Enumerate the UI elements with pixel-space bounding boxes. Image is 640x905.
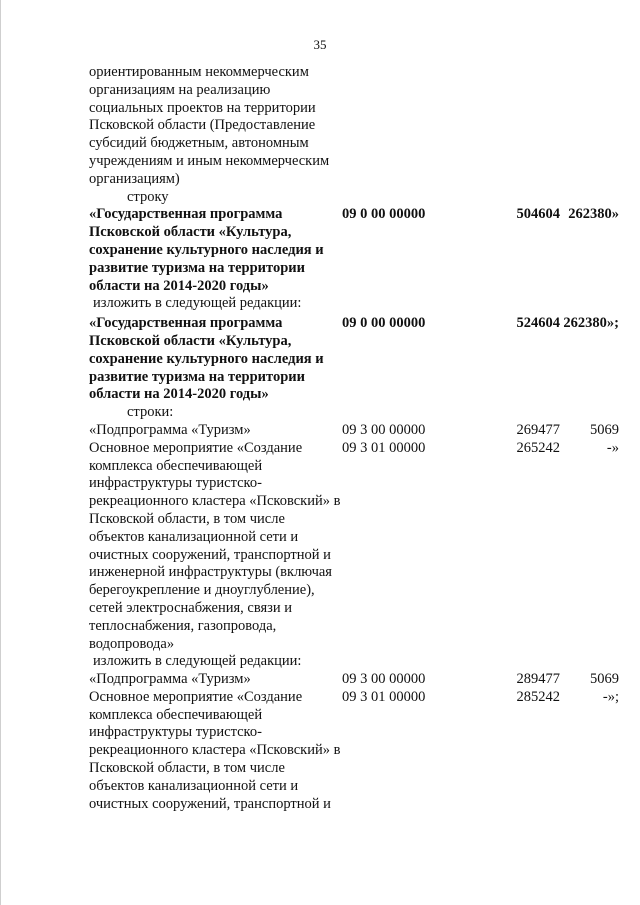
instruction-new-1: изложить в следующей редакции: bbox=[93, 295, 302, 312]
instruction-stroki: строки: bbox=[127, 404, 174, 421]
subprogram-value2-old: 5069 bbox=[590, 421, 619, 438]
table-row-old-event bbox=[89, 440, 619, 654]
subprogram-value1-new: 289477 bbox=[516, 671, 560, 688]
subprogram-name-new: «Подпрограмма «Туризм» bbox=[89, 671, 251, 688]
program-code-new: 09 0 00 00000 bbox=[342, 315, 426, 332]
event-value1-new: 285242 bbox=[516, 688, 560, 705]
event-code-new: 09 3 01 00000 bbox=[342, 688, 426, 705]
instruction-new-2: изложить в следующей редакции: bbox=[93, 653, 302, 670]
program-value1-old: 504604 bbox=[516, 206, 560, 223]
program-name-new: «Государственная программа Псковской области «Культура, сохранение культурного наследия и развитие туризма на территории области на 2014-2020 годы» bbox=[89, 315, 324, 403]
instruction-stroku: строку bbox=[127, 188, 169, 205]
subprogram-name-old: «Подпрограмма «Туризм» bbox=[89, 421, 251, 438]
program-value2-old: 262380» bbox=[568, 206, 619, 223]
continuation-row bbox=[89, 64, 619, 189]
scan-edge bbox=[0, 0, 1, 905]
event-name-new: Основное мероприятие «Создание комплекса обеспечивающей инфраструктуры туристско-рекреационного кластера «Псковский» в Псковской области, в том числе объектов канализационной сети и очистных сооружений, транспортной и bbox=[89, 688, 341, 812]
subprogram-code-new: 09 3 00 00000 bbox=[342, 671, 426, 688]
event-value2-new: -»; bbox=[602, 688, 619, 705]
subprogram-value1-old: 269477 bbox=[516, 421, 560, 438]
subprogram-value2-new: 5069 bbox=[590, 671, 619, 688]
page-number: 35 bbox=[313, 37, 327, 52]
subprogram-code-old: 09 3 00 00000 bbox=[342, 421, 426, 438]
page-content bbox=[89, 64, 619, 813]
program-name-old: «Государственная программа Псковской области «Культура, сохранение культурного наследия и развитие туризма на территории области на 2014-2020 годы» bbox=[89, 206, 324, 294]
table-row-new-program bbox=[89, 315, 619, 404]
table-row-old-subprogram bbox=[89, 422, 619, 440]
program-value1-new: 524604 bbox=[516, 315, 560, 332]
event-name-old: Основное мероприятие «Создание комплекса обеспечивающей инфраструктуры туристско-рекреационного кластера «Псковский» в Псковской области, в том числе объектов канализационной сети и очистных сооружений, транспортной и инженерной инфраструктуры (включая берегоукрепление и дноуглубление), сетей электроснабжения, связи и теплоснабжения, газопровода, водопровода» bbox=[89, 439, 341, 652]
table-row-new-event bbox=[89, 689, 619, 814]
table-row-old-program bbox=[89, 206, 619, 295]
program-value2-new: 262380»; bbox=[563, 315, 619, 332]
event-value1-old: 265242 bbox=[516, 439, 560, 456]
continuation-text: ориентированным некоммерческим организациям на реализацию социальных проектов на территории Псковской области (Предоставление субсидий бюджетным, автономным учреждениям и иным некоммерческим организациям) bbox=[89, 64, 330, 187]
event-value2-old: -» bbox=[606, 439, 619, 456]
table-row-new-subprogram bbox=[89, 671, 619, 689]
event-code-old: 09 3 01 00000 bbox=[342, 439, 426, 456]
program-code-old: 09 0 00 00000 bbox=[342, 206, 426, 223]
